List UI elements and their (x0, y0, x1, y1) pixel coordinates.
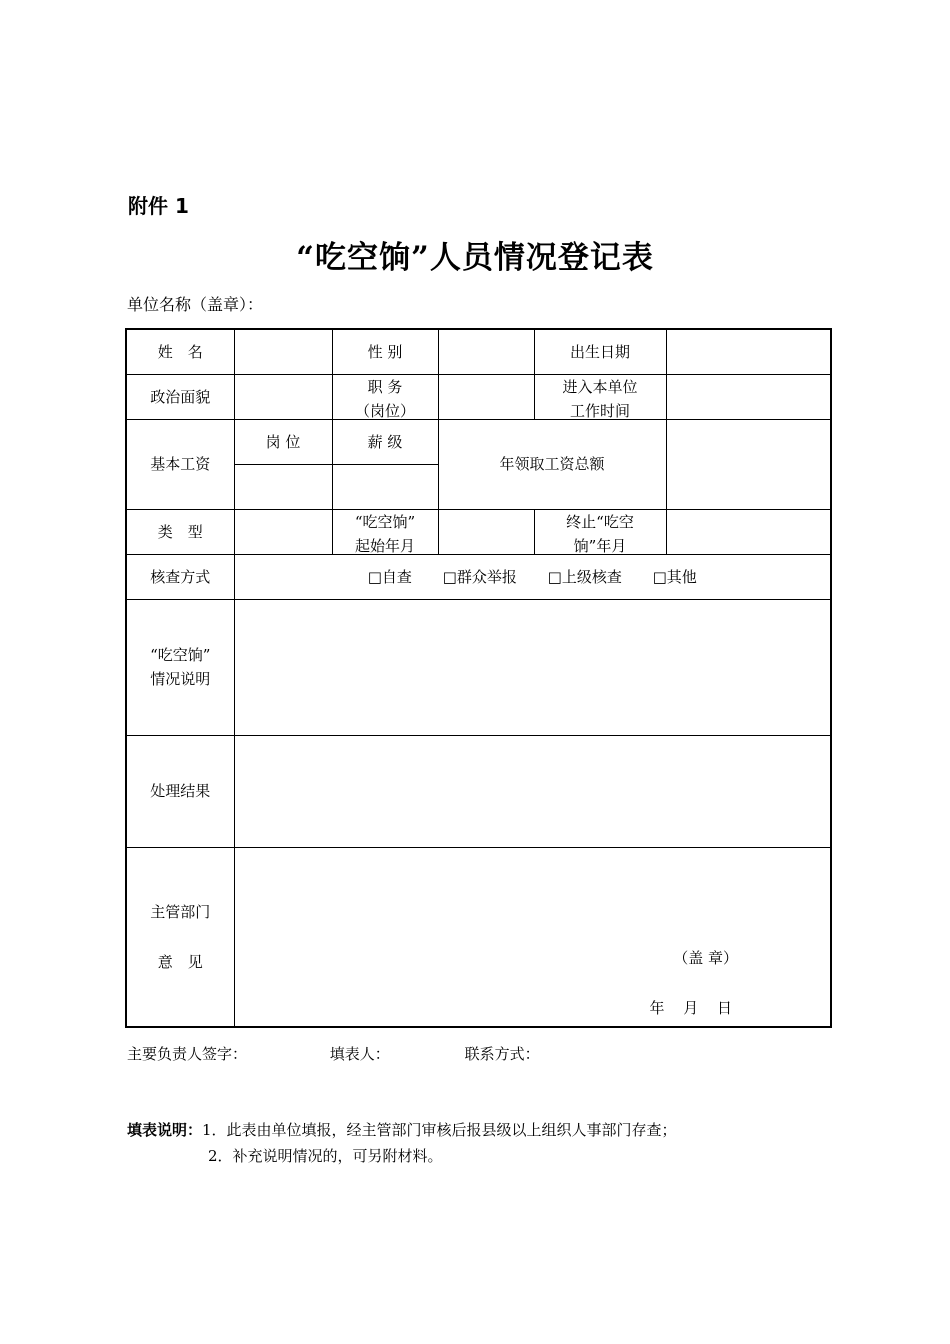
position-label-line1: 职 务 (367, 377, 403, 396)
attachment-label: 附件 1 (128, 194, 189, 218)
signature-line (127, 1043, 540, 1064)
position-field[interactable] (438, 374, 534, 419)
birth-date-field[interactable] (666, 329, 831, 374)
position-label-line2: （岗位） (354, 401, 415, 419)
position-label (332, 374, 438, 419)
dept-opinion-field[interactable] (234, 847, 831, 1027)
unit-name-label: 单位名称（盖章）： (127, 295, 264, 314)
page-title: “吃空饷”人员情况登记表 (296, 240, 654, 276)
note-item-2: 2．补充说明情况的，可另附材料。 (208, 1147, 443, 1165)
notes-label: 填表说明： (127, 1121, 203, 1139)
date-text: 年 月 日 (649, 998, 732, 1017)
situation-description-label-line2: 情况说明 (150, 670, 211, 688)
dept-opinion-label-line1: 主管部门 (150, 902, 211, 921)
situation-description-label (126, 599, 234, 735)
type-field[interactable] (234, 509, 332, 554)
name-label: 姓 名 (126, 329, 234, 374)
post-label: 岗 位 (234, 419, 332, 464)
dept-opinion-label-line2: 意 见 (157, 952, 203, 971)
filling-notes (127, 1117, 677, 1169)
political-status-field[interactable] (234, 374, 332, 419)
join-date-field[interactable] (666, 374, 831, 419)
gender-label: 性 别 (332, 329, 438, 374)
start-date-label (332, 509, 438, 554)
registration-form (125, 328, 832, 1028)
end-date-field[interactable] (666, 509, 831, 554)
end-date-label-line2: 饷”年月 (573, 536, 627, 554)
end-date-label-line1: 终止“吃空 (566, 512, 634, 531)
post-field[interactable] (234, 464, 332, 509)
join-date-label-line2: 工作时间 (569, 401, 630, 419)
start-date-label-line1: “吃空饷” (354, 512, 416, 531)
situation-description-field[interactable] (234, 599, 831, 735)
leader-signature-label: 主要负责人签字： (127, 1045, 248, 1063)
end-date-label (534, 509, 666, 554)
start-date-field[interactable] (438, 509, 534, 554)
handling-result-label: 处理结果 (126, 735, 234, 847)
check-method-options (234, 554, 831, 599)
situation-description-label-line1: “吃空饷” (150, 646, 211, 664)
handling-result-field[interactable] (234, 735, 831, 847)
annual-salary-field[interactable] (666, 419, 831, 509)
gender-field[interactable] (438, 329, 534, 374)
type-label: 类 型 (126, 509, 234, 554)
check-public-report-checkbox[interactable]: □群众举报 (442, 567, 517, 586)
check-superior-checkbox[interactable]: □上级核查 (547, 567, 622, 586)
annual-salary-label: 年领取工资总额 (438, 419, 666, 509)
join-date-label (534, 374, 666, 419)
seal-text: （盖 章） (673, 948, 738, 967)
check-other-checkbox[interactable]: □其他 (652, 567, 697, 586)
note-item-1: 1．此表由单位填报，经主管部门审核后报县级以上组织人事部门存查； (202, 1121, 677, 1139)
start-date-label-line2: 起始年月 (354, 536, 415, 554)
dept-opinion-label (126, 847, 234, 1027)
check-self-checkbox[interactable]: □自查 (367, 567, 412, 586)
filler-label: 填表人： (329, 1045, 390, 1063)
contact-label: 联系方式： (464, 1045, 540, 1063)
grade-label: 薪 级 (332, 419, 438, 464)
base-salary-label: 基本工资 (126, 419, 234, 509)
political-status-label: 政治面貌 (126, 374, 234, 419)
join-date-label-line1: 进入本单位 (562, 377, 638, 396)
grade-field[interactable] (332, 464, 438, 509)
check-method-label: 核查方式 (126, 554, 234, 599)
birth-date-label: 出生日期 (534, 329, 666, 374)
name-field[interactable] (234, 329, 332, 374)
